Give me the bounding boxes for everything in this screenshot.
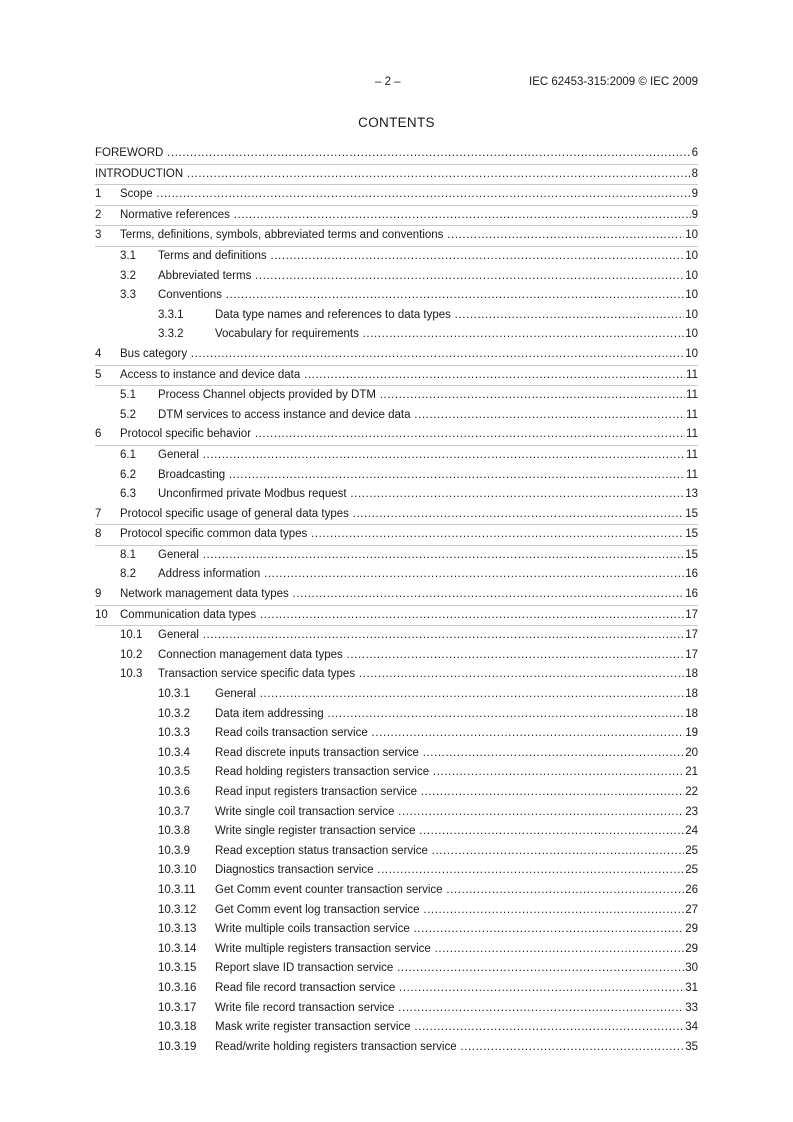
toc-entry-page: 11	[686, 428, 698, 441]
toc-entry-title: Normative references .....	[120, 206, 691, 226]
toc-entry[interactable]	[95, 646, 698, 666]
toc-entry[interactable]	[95, 485, 698, 505]
toc-entry[interactable]	[95, 744, 698, 764]
toc-entry[interactable]	[95, 247, 698, 267]
toc-entry-number: 9	[95, 588, 102, 601]
toc-entry[interactable]	[95, 546, 698, 566]
toc-entry-number: 3	[95, 229, 102, 242]
toc-entry-number: 6.1	[120, 448, 136, 461]
toc-entry[interactable]	[95, 585, 698, 606]
toc-entry-page: 16	[685, 588, 698, 601]
toc-entry[interactable]	[95, 366, 698, 387]
toc-entry-page: 31	[685, 981, 698, 994]
toc-entry[interactable]	[95, 881, 698, 901]
toc-entry-number: 10.3.15	[158, 962, 197, 975]
toc-entry-number: 10.2	[120, 648, 143, 661]
toc-entry-page: 10	[685, 328, 698, 341]
toc-entry-page: 10	[685, 289, 698, 302]
toc-title: CONTENTS	[358, 115, 435, 130]
toc-entry-page: 10	[685, 229, 698, 242]
toc-entry-number: 6.3	[120, 488, 136, 501]
toc-entry-number: 5	[95, 368, 102, 381]
toc-entry[interactable]	[95, 783, 698, 803]
toc-entry-page: 8	[691, 167, 698, 180]
toc-entry-title: Connection management data types .....	[158, 646, 684, 666]
toc-entry-title: Terms, definitions, symbols, abbreviated terms and conventions .....	[120, 226, 684, 246]
toc-entry[interactable]	[95, 763, 698, 783]
toc-entry-number: 10.3.4	[158, 746, 190, 759]
toc-entry-number: 10.3.14	[158, 942, 197, 955]
toc-entry-page: 10	[685, 269, 698, 282]
toc-entry-page: 19	[685, 727, 698, 740]
toc-entry-page: 17	[685, 648, 698, 661]
toc-entry-title: Write multiple coils transaction service .....	[215, 920, 684, 940]
toc-entry-title: Mask write register transaction service .....	[215, 1018, 684, 1038]
toc-entry-number: 10.3.18	[158, 1021, 197, 1034]
toc-entry-number: 10.3.9	[158, 844, 190, 857]
toc-entry-page: 22	[685, 786, 698, 798]
toc-entry[interactable]	[95, 940, 698, 960]
toc-entry-title: Read discrete inputs transaction service .....	[215, 744, 684, 764]
toc-entry-title: INTRODUCTION .....	[95, 165, 691, 185]
toc-entry-page: 10	[685, 249, 698, 262]
toc-entry[interactable]	[95, 406, 698, 426]
toc-entry-page: 11	[686, 389, 698, 402]
toc-entry-number: 10.3.6	[158, 786, 190, 798]
toc-entry-number: 10.3.10	[158, 864, 197, 877]
toc-entry-title: Write file record transaction service .....	[215, 999, 684, 1019]
toc-entry-page: 11	[686, 468, 698, 481]
toc-entry-page: 26	[685, 883, 698, 896]
toc-entry-number: 6.2	[120, 468, 136, 481]
toc-entry-title: Broadcasting .....	[158, 466, 685, 486]
page-number: – 2 –	[375, 76, 401, 88]
toc-entry-page: 17	[685, 608, 698, 621]
toc-entry-number: 10.3.7	[158, 805, 190, 818]
toc-entry[interactable]	[95, 425, 698, 446]
toc-entry[interactable]	[95, 920, 698, 940]
toc-entry-number: 3.3	[120, 289, 136, 302]
toc-entry-number: 5.2	[120, 408, 136, 421]
toc-entry-page: 18	[685, 668, 698, 681]
toc-entry[interactable]	[95, 386, 698, 406]
toc-entry[interactable]	[95, 901, 698, 921]
toc-entry-title: Read coils transaction service .....	[215, 724, 684, 744]
toc-entry-title: Protocol specific common data types .....	[120, 525, 684, 545]
toc-entry-title: Write multiple registers transaction service .....	[215, 940, 684, 960]
toc-entry-number: 4	[95, 347, 102, 360]
toc-entry[interactable]	[95, 345, 698, 366]
page-header	[0, 76, 793, 92]
toc-entry[interactable]	[95, 724, 698, 744]
toc-entry-number: 6	[95, 428, 102, 441]
toc-entry-title: Terms and definitions .....	[158, 247, 684, 267]
toc-entry-number: 1	[95, 188, 102, 201]
toc-entry-number: 10.3	[120, 668, 143, 681]
toc-entry[interactable]	[95, 306, 698, 326]
toc-entry-page: 21	[685, 766, 698, 779]
toc-entry[interactable]	[95, 165, 698, 186]
toc-entry-page: 16	[685, 568, 698, 581]
toc-entry-number: 10.3.2	[158, 707, 190, 720]
toc-entry-title: Vocabulary for requirements .....	[215, 325, 684, 345]
toc-entry-number: 10.3.13	[158, 923, 197, 936]
toc-entry-title: Scope .....	[120, 185, 691, 205]
toc-entry-title: Read holding registers transaction service .....	[215, 763, 684, 783]
toc-entry[interactable]	[95, 959, 698, 979]
toc-entry-number: 10.3.11	[158, 883, 196, 896]
toc-entry-title: Report slave ID transaction service .....	[215, 959, 684, 979]
toc-entry-title: Abbreviated terms .....	[158, 267, 684, 287]
toc-entry-title: General .....	[158, 446, 685, 466]
toc-entry[interactable]	[95, 842, 698, 862]
toc-entry-title: Communication data types .....	[120, 606, 684, 626]
toc-entry-page: 24	[685, 825, 698, 838]
toc-entry-page: 25	[685, 864, 698, 877]
toc-entry-title: Process Channel objects provided by DTM .....	[158, 386, 685, 406]
toc-entry-number: 8.2	[120, 568, 136, 581]
toc-entry-number: 10.3.12	[158, 903, 197, 916]
toc-entry-number: 10.3.5	[158, 766, 190, 779]
toc-entry-title: Access to instance and device data .....	[120, 366, 685, 386]
toc-entry[interactable]	[95, 1038, 698, 1058]
toc-entry-title: Protocol specific usage of general data types .....	[120, 505, 684, 525]
toc-entry-number: 3.2	[120, 269, 136, 282]
toc-entry-title: General .....	[215, 685, 684, 705]
toc-entry[interactable]	[95, 665, 698, 685]
table-of-contents	[95, 144, 698, 1057]
toc-entry-number: 10.1	[120, 629, 143, 642]
toc-entry-page: 9	[691, 208, 698, 221]
toc-entry[interactable]	[95, 565, 698, 585]
toc-entry-number: 10.3.16	[158, 981, 197, 994]
toc-entry[interactable]	[95, 325, 698, 345]
toc-entry-page: 23	[685, 805, 698, 818]
toc-entry-title: Write single register transaction service .....	[215, 822, 684, 842]
toc-entry-title: Transaction service specific data types .....	[158, 665, 684, 685]
toc-entry[interactable]	[95, 144, 698, 165]
toc-entry-number: 3.3.2	[158, 328, 184, 341]
toc-entry-page: 9	[691, 188, 698, 201]
toc-entry[interactable]	[95, 979, 698, 999]
toc-entry-number: 5.1	[120, 389, 136, 402]
toc-entry-page: 20	[685, 746, 698, 759]
toc-entry[interactable]	[95, 505, 698, 526]
toc-entry[interactable]	[95, 226, 698, 247]
toc-entry[interactable]	[95, 999, 698, 1019]
toc-entry-number: 3.1	[120, 249, 136, 262]
toc-entry-title: Conventions .....	[158, 286, 684, 306]
toc-entry-page: 29	[685, 923, 698, 936]
toc-entry[interactable]	[95, 606, 698, 627]
toc-entry[interactable]	[95, 466, 698, 486]
toc-entry[interactable]	[95, 705, 698, 725]
toc-entry-title: Bus category .....	[120, 345, 684, 365]
toc-entry-title: Address information .....	[158, 565, 684, 585]
toc-entry-title: General .....	[158, 546, 684, 566]
toc-entry[interactable]	[95, 626, 698, 646]
toc-entry-title: Read/write holding registers transaction service .....	[215, 1038, 684, 1058]
toc-entry[interactable]	[95, 185, 698, 206]
document-id: IEC 62453-315:2009 © IEC 2009	[529, 76, 698, 88]
toc-entry[interactable]	[95, 286, 698, 306]
toc-entry-page: 18	[685, 688, 698, 701]
toc-entry-title: Write single coil transaction service .....	[215, 803, 684, 823]
toc-entry-number: 10.3.17	[158, 1001, 197, 1014]
toc-entry[interactable]	[95, 446, 698, 466]
toc-entry-page: 29	[685, 942, 698, 955]
toc-entry-number: 10.3.19	[158, 1040, 197, 1053]
toc-entry-number: 7	[95, 507, 102, 520]
toc-entry-number: 2	[95, 208, 102, 221]
toc-entry-page: 34	[685, 1021, 698, 1034]
toc-entry-title: Data item addressing .....	[215, 705, 684, 725]
toc-entry-title: Get Comm event counter transaction service .....	[215, 881, 684, 901]
toc-entry[interactable]	[95, 685, 698, 705]
toc-entry-number: 8.1	[120, 548, 136, 561]
toc-entry-title: Network management data types .....	[120, 585, 684, 605]
toc-entry-page: 17	[685, 629, 698, 642]
toc-entry-page: 15	[685, 548, 698, 561]
toc-entry-title: Read exception status transaction service .....	[215, 842, 684, 862]
toc-entry-title: Read input registers transaction service .....	[215, 783, 684, 803]
toc-entry-page: 15	[685, 507, 698, 520]
toc-entry-page: 13	[685, 488, 698, 501]
toc-entry-title: Protocol specific behavior .....	[120, 425, 685, 445]
toc-entry-page: 25	[685, 844, 698, 857]
toc-entry-number: 8	[95, 528, 102, 541]
toc-entry-title: General .....	[158, 626, 684, 646]
toc-entry-title: Data type names and references to data types .....	[215, 306, 684, 326]
toc-entry-title: Diagnostics transaction service .....	[215, 861, 684, 881]
toc-entry-page: 35	[685, 1040, 698, 1053]
toc-entry-page: 6	[691, 147, 698, 159]
toc-entry[interactable]	[95, 822, 698, 842]
toc-entry-title: FOREWORD .....	[95, 144, 691, 164]
toc-entry-page: 30	[685, 962, 698, 975]
toc-entry-page: 11	[686, 368, 698, 381]
toc-entry-number: 10	[95, 608, 108, 621]
toc-entry-title: DTM services to access instance and device data .....	[158, 406, 685, 426]
toc-entry-page: 27	[685, 903, 698, 916]
toc-entry-page: 11	[686, 408, 698, 421]
toc-entry-number: 10.3.8	[158, 825, 190, 838]
toc-entry-page: 18	[685, 707, 698, 720]
toc-entry-title: Get Comm event log transaction service .....	[215, 901, 684, 921]
toc-entry[interactable]	[95, 861, 698, 881]
toc-entry-page: 33	[685, 1001, 698, 1014]
toc-entry[interactable]	[95, 1018, 698, 1038]
toc-entry-number: 3.3.1	[158, 308, 184, 321]
toc-entry-number: 10.3.1	[158, 688, 190, 701]
toc-entry-number: 10.3.3	[158, 727, 190, 740]
toc-entry-title: Read file record transaction service .....	[215, 979, 684, 999]
toc-entry[interactable]	[95, 525, 698, 546]
toc-entry-title: Unconfirmed private Modbus request .....	[158, 485, 684, 505]
toc-entry[interactable]	[95, 267, 698, 287]
toc-entry-page: 10	[685, 308, 698, 321]
toc-entry-page: 11	[686, 448, 698, 461]
toc-entry[interactable]	[95, 206, 698, 227]
toc-entry-page: 15	[685, 528, 698, 541]
toc-entry-page: 10	[685, 347, 698, 360]
toc-entry[interactable]	[95, 803, 698, 823]
